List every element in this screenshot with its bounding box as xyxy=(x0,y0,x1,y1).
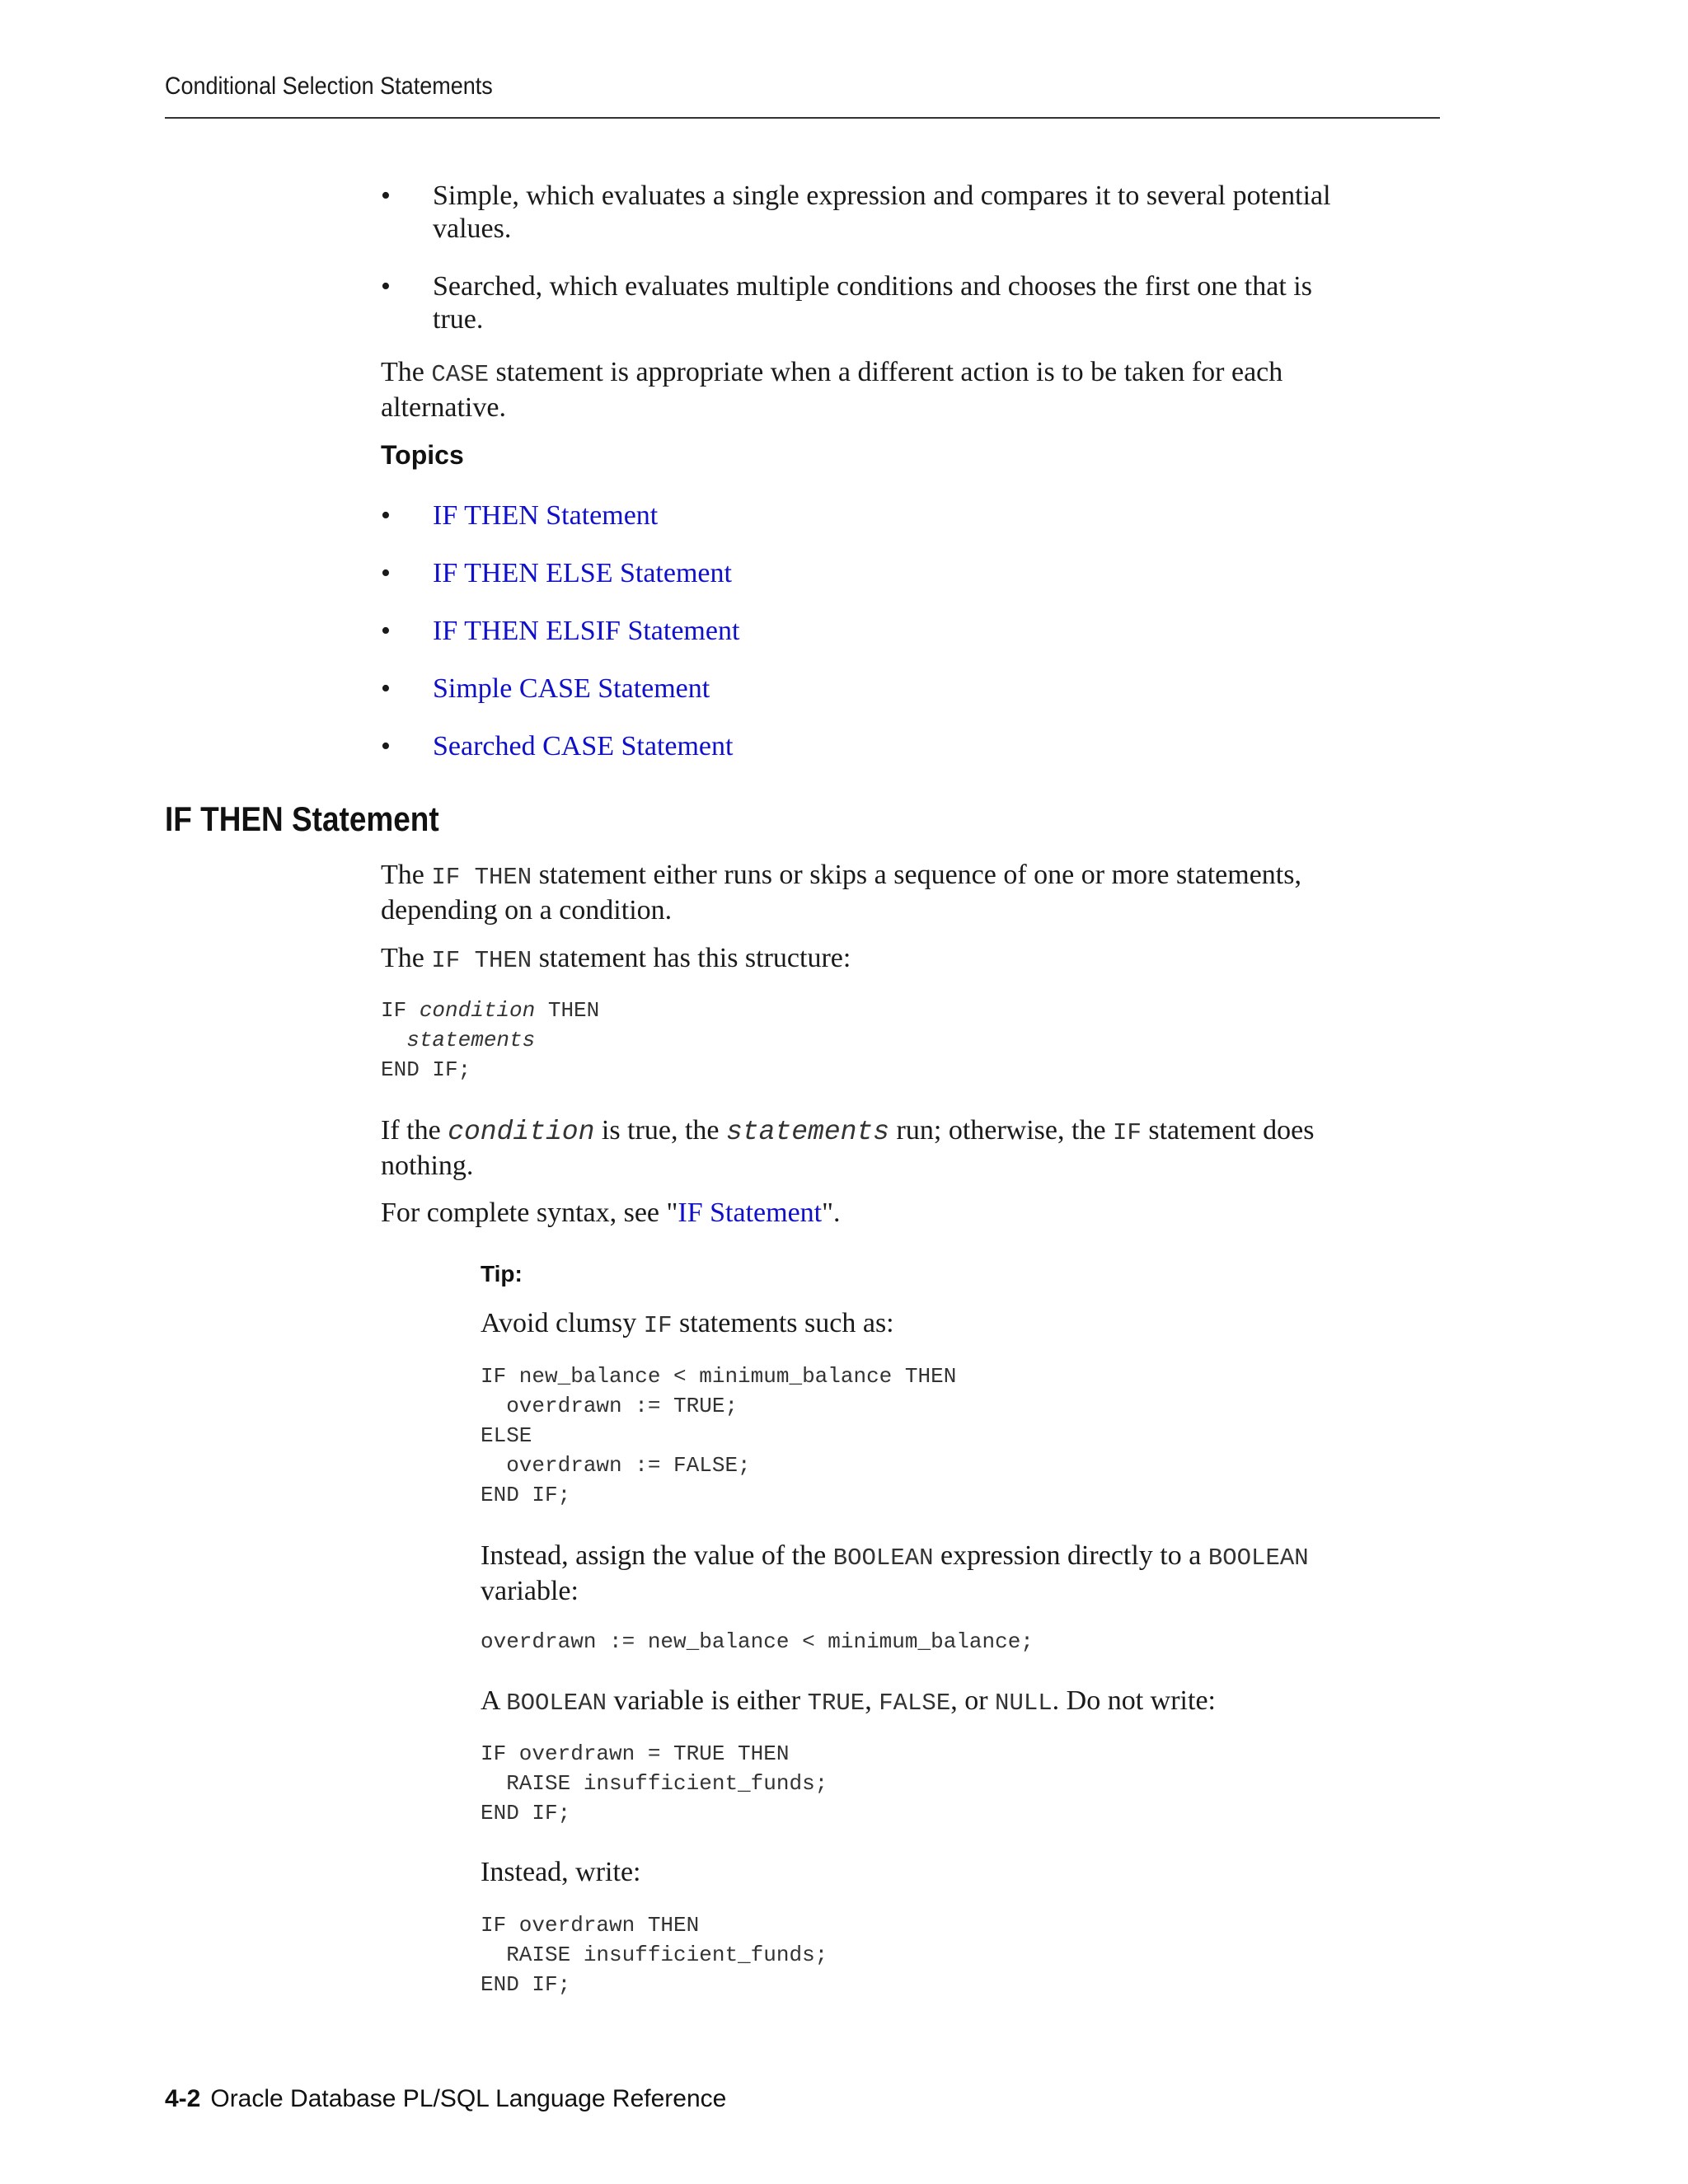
inline-code: FALSE xyxy=(879,1690,951,1717)
text: statement has this structure: xyxy=(532,943,851,973)
text: The xyxy=(381,943,432,973)
bullet-line: true. xyxy=(433,304,484,335)
text: statement does xyxy=(1141,1115,1315,1146)
text: statements such as: xyxy=(672,1308,894,1338)
code-block-do-not-write: IF overdrawn = TRUE THEN RAISE insufficient_funds; END IF; xyxy=(481,1741,828,1825)
code-text: END IF; xyxy=(381,1057,471,1082)
bullet-line: Searched, which evaluates multiple conditions and chooses the first one that is xyxy=(433,271,1312,302)
text: Instead, assign the value of the xyxy=(481,1540,833,1571)
code-text: condition xyxy=(419,998,536,1023)
text: nothing. xyxy=(381,1151,474,1181)
text: . Do not write: xyxy=(1052,1685,1216,1716)
topic-link-if-then-else[interactable]: IF THEN ELSE Statement xyxy=(433,558,732,588)
inline-code: condition xyxy=(448,1117,595,1147)
inline-code: CASE xyxy=(431,361,489,388)
inline-code: IF xyxy=(643,1312,673,1339)
bullet-icon: • xyxy=(381,500,391,531)
text: depending on a condition. xyxy=(381,895,673,926)
text: variable is either xyxy=(607,1685,808,1716)
header-rule xyxy=(165,117,1440,119)
text: variable: xyxy=(481,1576,579,1606)
para-complete-syntax xyxy=(381,1197,841,1230)
inline-code: IF THEN xyxy=(431,947,532,974)
bullet-icon: • xyxy=(381,731,391,762)
bullet-icon: • xyxy=(381,616,391,646)
text: , xyxy=(865,1685,879,1716)
tip-para-boolean-values xyxy=(481,1685,1216,1720)
running-header: Conditional Selection Statements xyxy=(165,73,493,100)
section-heading: IF THEN Statement xyxy=(165,799,439,838)
inline-code: BOOLEAN xyxy=(832,1544,934,1572)
book-title: Oracle Database PL/SQL Language Reference xyxy=(210,2085,727,2112)
page-footer xyxy=(165,2085,726,2113)
code-block-direct-assign: overdrawn := new_balance < minimum_balance; xyxy=(481,1629,1034,1654)
inline-code: statements xyxy=(726,1117,890,1147)
inline-code: IF THEN xyxy=(431,864,532,891)
text: expression directly to a xyxy=(933,1540,1208,1571)
page-number: 4-2 xyxy=(165,2085,201,2112)
bullet-text-simple xyxy=(433,180,1331,246)
inline-code: BOOLEAN xyxy=(506,1690,607,1717)
text: The xyxy=(381,860,432,890)
code-block-clumsy-if: IF new_balance < minimum_balance THEN overdrawn := TRUE; ELSE overdrawn := FALSE; END IF; xyxy=(481,1364,957,1507)
text: If the xyxy=(381,1115,448,1146)
bullet-line: values. xyxy=(433,213,512,244)
text: The xyxy=(381,357,432,387)
text: ". xyxy=(822,1197,841,1228)
bullet-icon: • xyxy=(381,673,391,704)
text: is true, the xyxy=(594,1115,726,1146)
code-block-instead-write: IF overdrawn THEN RAISE insufficient_funds; END IF; xyxy=(481,1913,828,1997)
topics-heading: Topics xyxy=(381,440,464,470)
inline-code: TRUE xyxy=(807,1690,865,1717)
text: alternative. xyxy=(381,392,506,423)
bullet-icon: • xyxy=(381,180,391,211)
text: A xyxy=(481,1685,507,1716)
tip-para-assign xyxy=(481,1540,1309,1608)
inline-code: BOOLEAN xyxy=(1207,1544,1309,1572)
para-if-then-intro xyxy=(381,859,1301,927)
inline-code: IF xyxy=(1113,1119,1142,1146)
text: For complete syntax, see " xyxy=(381,1197,678,1228)
bullet-icon: • xyxy=(381,558,391,588)
topic-link-searched-case[interactable]: Searched CASE Statement xyxy=(433,731,734,762)
code-text: statements xyxy=(406,1028,536,1052)
case-paragraph xyxy=(381,356,1282,424)
text: run; otherwise, the xyxy=(889,1115,1114,1146)
para-condition xyxy=(381,1114,1314,1183)
tip-label: Tip: xyxy=(481,1261,523,1286)
text: statement is appropriate when a different action is to be taken for each xyxy=(488,357,1283,387)
inline-code: NULL xyxy=(995,1690,1053,1717)
text: Avoid clumsy xyxy=(481,1308,644,1338)
para-structure xyxy=(381,942,851,977)
code-text: THEN xyxy=(535,998,600,1023)
tip-para-instead: Instead, write: xyxy=(481,1857,641,1887)
bullet-text-searched xyxy=(433,270,1312,336)
code-text: IF xyxy=(381,998,420,1023)
bullet-line: Simple, which evaluates a single expression and compares it to several potential xyxy=(433,180,1331,211)
code-block-structure xyxy=(381,996,599,1085)
tip-para-avoid xyxy=(481,1307,894,1343)
text: , or xyxy=(950,1685,996,1716)
bullet-icon: • xyxy=(381,271,391,302)
topic-link-simple-case[interactable]: Simple CASE Statement xyxy=(433,673,710,704)
text: statement either runs or skips a sequence of one or more statements, xyxy=(532,860,1301,890)
topic-link-if-then[interactable]: IF THEN Statement xyxy=(433,500,659,531)
topic-link-if-then-elsif[interactable]: IF THEN ELSIF Statement xyxy=(433,616,740,646)
if-statement-link[interactable]: IF Statement xyxy=(678,1197,823,1228)
